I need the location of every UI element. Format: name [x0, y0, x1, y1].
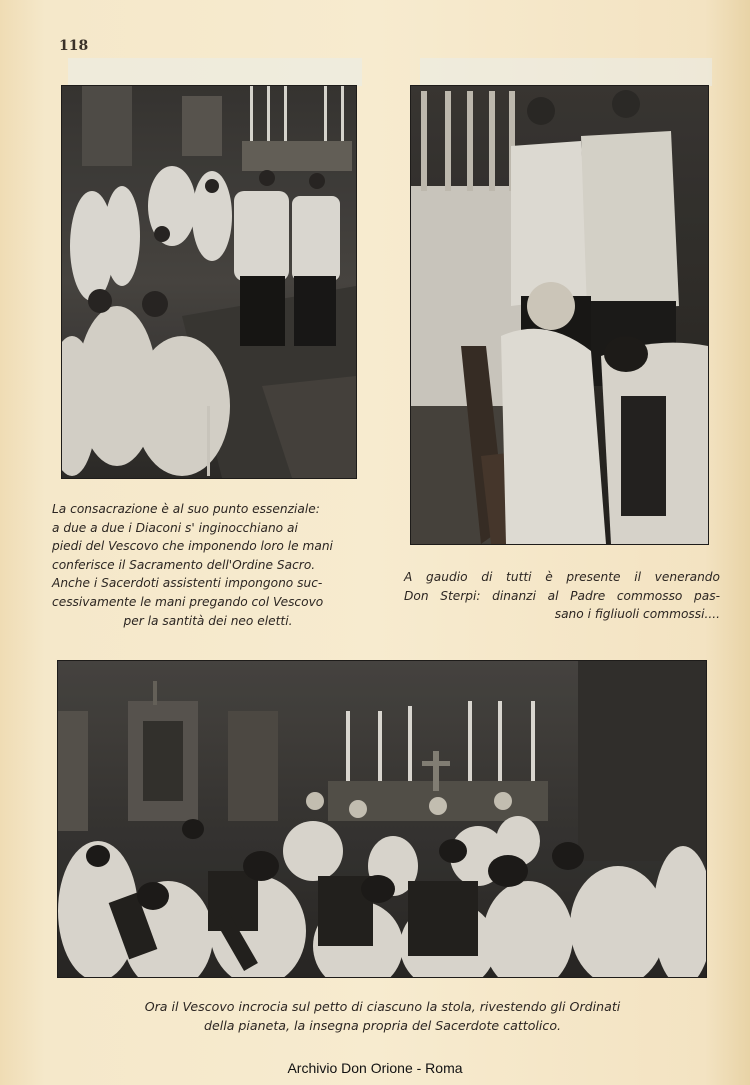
caption-bottom	[60, 997, 705, 1035]
caption-left	[52, 500, 364, 630]
ordination-procession-image	[62, 86, 356, 478]
caption-right-line: A gaudio di tutti è presente il venerando	[404, 570, 720, 584]
caption-left-line: Anche i Sacerdoti assistenti impongono suc-	[52, 576, 323, 591]
caption-left-line: cessivamente le mani pregando col Vescovo	[52, 594, 324, 609]
archive-footer: Archivio Don Orione - Roma	[287, 1060, 463, 1076]
photo-stole-vesting-ceremony	[58, 661, 706, 977]
scan-artifact	[68, 58, 362, 86]
caption-left-line: a due a due i Diaconi s' inginocchiano ai	[52, 520, 298, 535]
don-sterpi-blessing-image	[411, 86, 708, 544]
photo-ordination-procession	[62, 86, 356, 478]
caption-left-line: La consacrazione è al suo punto essenziale:	[52, 502, 320, 516]
caption-right	[404, 568, 720, 624]
photo-don-sterpi-blessing	[411, 86, 708, 544]
scan-artifact	[420, 58, 712, 86]
page-number: 118	[59, 38, 89, 54]
caption-left-line: conferisce il Sacramento dell'Ordine Sacro.	[52, 557, 316, 572]
caption-left-line: piedi del Vescovo che imponendo loro le mani	[52, 539, 333, 554]
caption-right-line: Don Sterpi: dinanzi al Padre commosso pas-	[404, 588, 720, 603]
caption-right-line: sano i figliuoli commossi....	[554, 607, 720, 622]
caption-bottom-line: Ora il Vescovo incrocia sul petto di ciascuno la stola, rivestendo gli Ordinati	[144, 999, 621, 1014]
caption-bottom-line: della pianeta, la insegna propria del Sacerdote cattolico.	[203, 1018, 562, 1033]
stole-vesting-ceremony-image	[58, 661, 706, 977]
caption-left-line: per la santità dei neo eletti.	[123, 613, 293, 628]
